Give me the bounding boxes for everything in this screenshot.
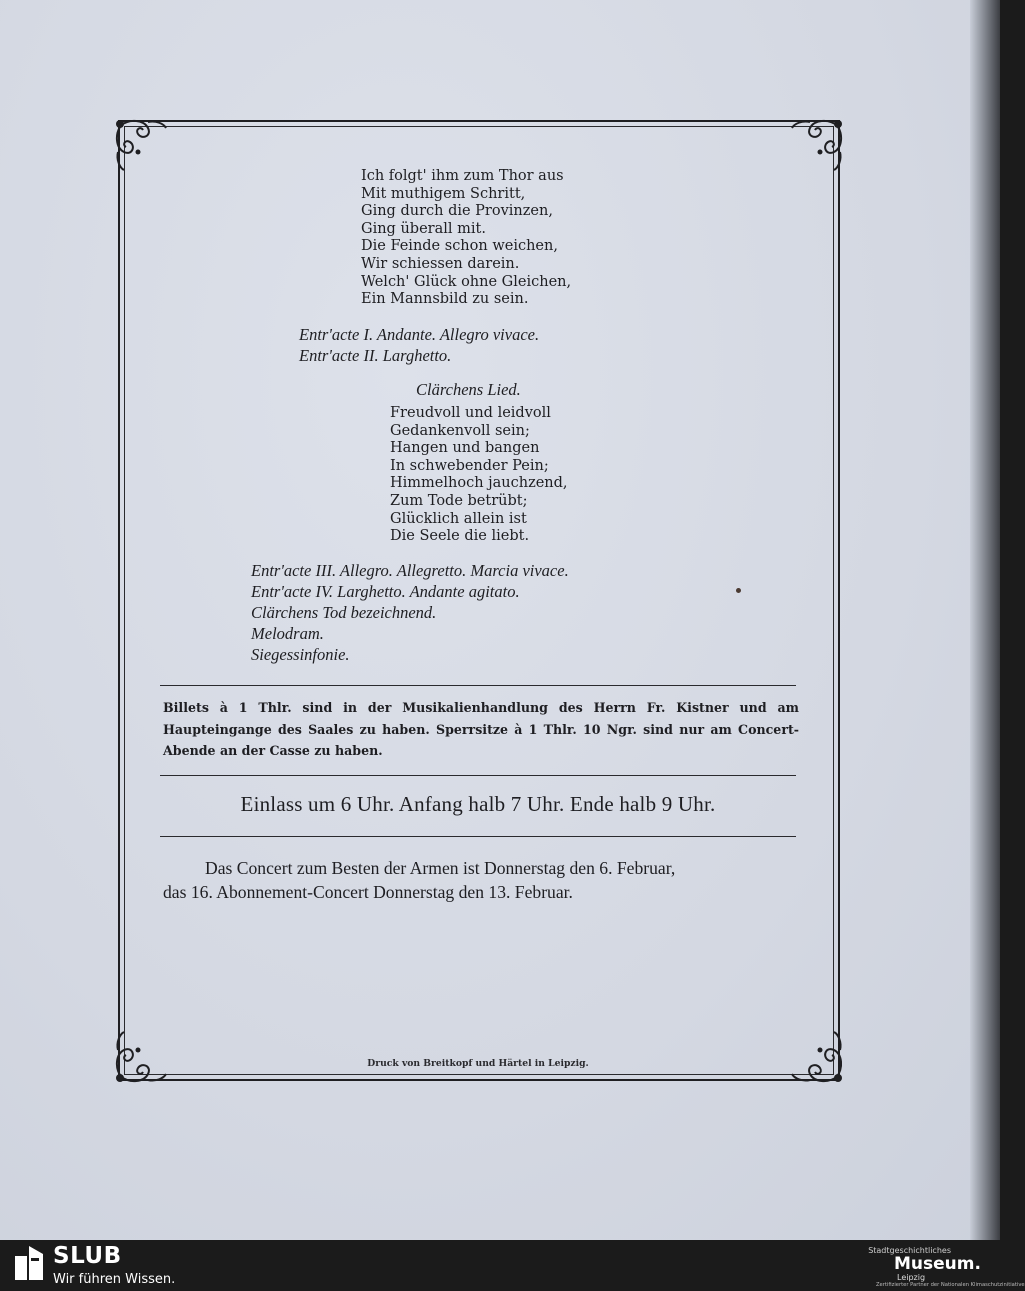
slub-tagline: Wir führen Wissen. — [53, 1272, 176, 1287]
poem-line: Ein Mannsbild zu sein. — [361, 291, 529, 308]
poem-line: Wir schiessen darein. — [361, 255, 520, 272]
divider — [160, 685, 796, 686]
page-edge-shadow — [970, 0, 1000, 1240]
corner-ornament-top-left-icon — [108, 112, 172, 176]
program-item: Siegessinfonie. — [251, 645, 350, 664]
poem-line: Ging durch die Provinzen, — [361, 203, 553, 220]
divider — [160, 775, 796, 776]
printer-imprint: Druck von Breitkopf und Härtel in Leipzig. — [367, 1058, 589, 1069]
entractes-group-2 — [251, 560, 569, 665]
concert-announcement — [163, 856, 799, 904]
poem-line: Ging überall mit. — [361, 220, 486, 237]
program-item: Entr'acte III. Allegro. Allegretto. Marcia vivace. — [251, 561, 569, 580]
poem-line: Mit muthigem Schritt, — [361, 185, 526, 202]
divider — [160, 836, 796, 837]
program-item: Entr'acte IV. Larghetto. Andante agitato. — [251, 582, 520, 601]
program-item: Entr'acte I. Andante. Allegro vivace. — [299, 325, 540, 344]
museum-city: Leipzig — [897, 1273, 926, 1282]
program-item: Entr'acte II. Larghetto. — [299, 346, 452, 365]
slub-name: SLUB — [53, 1243, 122, 1269]
lied-line: Himmelhoch jauchzend, — [390, 475, 568, 492]
entractes-group-1 — [299, 324, 539, 366]
admission-times: Einlass um 6 Uhr. Anfang halb 7 Uhr. Ende halb 9 Uhr. — [240, 792, 716, 816]
corner-ornament-top-right-icon — [786, 112, 850, 176]
ticket-info: Billets à 1 Thlr. sind in der Musikalienhandlung des Herrn Fr. Kistner und am Haupteingange des Saales zu haben. Sperrsitze à 1 Thlr. 10 Ngr. sind nur am Concert-Abende an der Casse zu haben. — [163, 700, 799, 758]
museum-name: Museum. — [894, 1254, 981, 1274]
slub-logo-icon — [13, 1244, 45, 1282]
poem-line: Welch' Glück ohne Gleichen, — [361, 273, 572, 290]
poem-stanza — [361, 168, 571, 309]
ink-spot — [736, 588, 741, 593]
lied-line: Zum Tode betrübt; — [390, 492, 528, 509]
museum-certification: Zertifizierter Partner der Nationalen Klimaschutzinitiative — [876, 1282, 1025, 1288]
lied-line: In schwebender Pein; — [390, 457, 549, 474]
poem-line: Die Feinde schon weichen, — [361, 238, 558, 255]
lied-line: Freudvoll und leidvoll — [390, 405, 551, 421]
lied-line: Glücklich allein ist — [390, 510, 527, 527]
lied-line: Gedankenvoll sein; — [390, 422, 530, 439]
lied-line: Hangen und bangen — [390, 440, 540, 457]
announcement-line: das 16. Abonnement-Concert Donnerstag den 13. Februar. — [163, 882, 573, 902]
program-item: Clärchens Tod bezeichnend. — [251, 603, 437, 622]
announcement-line: Das Concert zum Besten der Armen ist Donnerstag den 6. Februar, — [205, 858, 676, 878]
lied-line: Die Seele die liebt. — [390, 528, 530, 545]
poem-line: Ich folgt' ihm zum Thor aus — [361, 168, 564, 184]
lied-title: Clärchens Lied. — [416, 380, 521, 399]
lied-stanza — [390, 405, 568, 546]
museum-label-top: Stadtgeschichtliches — [868, 1246, 951, 1255]
program-item: Melodram. — [251, 624, 324, 643]
